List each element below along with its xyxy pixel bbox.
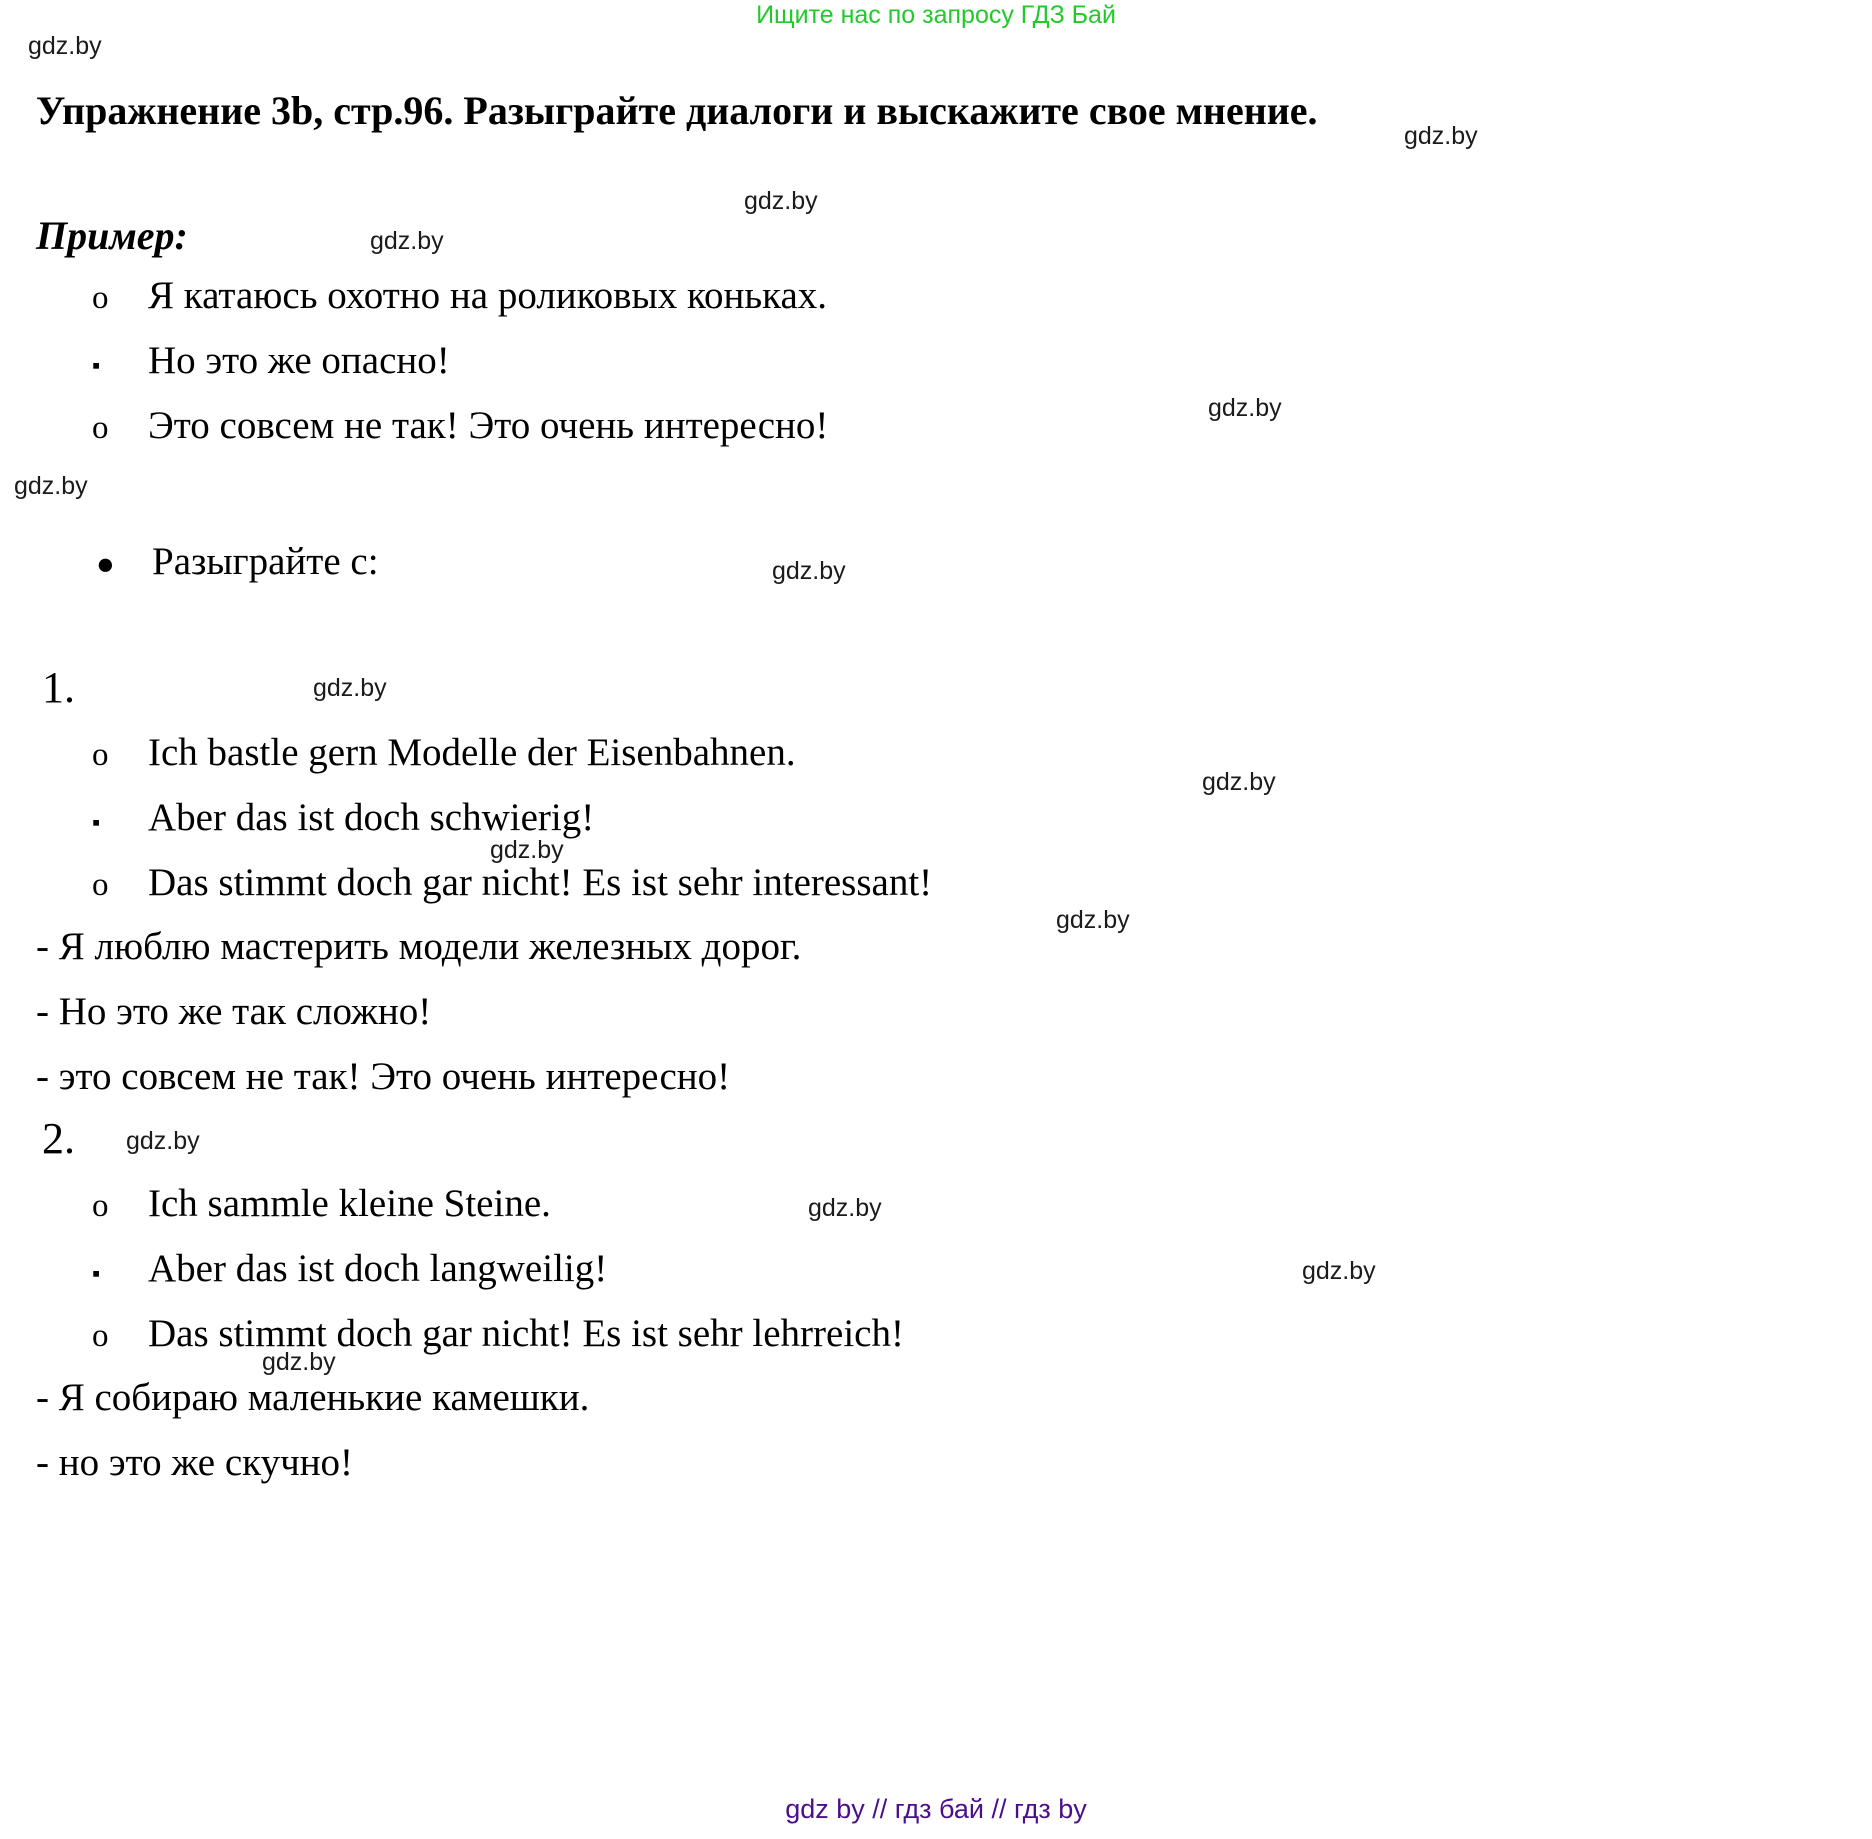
watermark: gdz.by bbox=[808, 1194, 882, 1222]
list-item bbox=[92, 402, 828, 452]
circle-marker-icon: o bbox=[92, 410, 109, 446]
watermark: gdz.by bbox=[28, 32, 102, 60]
dialogue-line: Я катаюсь охотно на роликовых коньках. bbox=[148, 274, 828, 317]
dialogue-line: Это совсем не так! Это очень интересно! bbox=[148, 404, 829, 447]
list-item bbox=[92, 859, 932, 909]
instruction-item bbox=[96, 538, 379, 588]
circle-marker-icon: o bbox=[92, 1318, 109, 1354]
promo-banner: Ищите нас по запросу ГДЗ Бай bbox=[756, 1, 1116, 29]
list-item bbox=[92, 1245, 607, 1298]
list-item bbox=[92, 729, 796, 779]
watermark: gdz.by bbox=[313, 674, 387, 702]
section-number: 2. bbox=[42, 1114, 75, 1163]
dialogue-line: Das stimmt doch gar nicht! Es ist sehr lehrreich! bbox=[148, 1312, 904, 1355]
translation-line: - Я люблю мастерить модели железных дорог. bbox=[36, 925, 802, 968]
watermark: gdz.by bbox=[1404, 122, 1478, 150]
footer-links[interactable]: gdz by // гдз бай // гдз by bbox=[785, 1794, 1087, 1824]
square-marker-icon: ▪ bbox=[92, 810, 101, 835]
dialogue-line: Aber das ist doch schwierig! bbox=[148, 796, 595, 839]
dialogue-line: Das stimmt doch gar nicht! Es ist sehr interessant! bbox=[148, 861, 933, 904]
dialogue-line: Ich sammle kleine Steine. bbox=[148, 1182, 551, 1225]
circle-marker-icon: o bbox=[92, 737, 109, 773]
watermark: gdz.by bbox=[262, 1348, 336, 1376]
example-label: Пример: bbox=[36, 213, 188, 258]
page-title: Упражнение 3b, стр.96. Разыграйте диалоги и выскажите свое мнение. bbox=[36, 88, 1318, 133]
watermark: gdz.by bbox=[1056, 906, 1130, 934]
bullet-marker-icon: ● bbox=[96, 546, 115, 581]
dialogue-line: Но это же опасно! bbox=[148, 339, 450, 382]
translation-line: - но это же скучно! bbox=[36, 1441, 354, 1484]
list-item bbox=[92, 794, 594, 847]
list-item bbox=[92, 1310, 904, 1360]
translation-line: - это совсем не так! Это очень интересно! bbox=[36, 1055, 731, 1098]
instruction-text: Разыграйте с: bbox=[152, 540, 379, 583]
circle-marker-icon: o bbox=[92, 1188, 109, 1224]
watermark: gdz.by bbox=[772, 557, 846, 585]
square-marker-icon: ▪ bbox=[92, 353, 101, 378]
watermark: gdz.by bbox=[490, 836, 564, 864]
circle-marker-icon: o bbox=[92, 867, 109, 903]
watermark: gdz.by bbox=[744, 187, 818, 215]
watermark: gdz.by bbox=[1202, 768, 1276, 796]
translation-line: - Я собираю маленькие камешки. bbox=[36, 1376, 590, 1419]
list-item bbox=[92, 1180, 551, 1230]
list-item bbox=[92, 337, 450, 390]
watermark: gdz.by bbox=[126, 1127, 200, 1155]
watermark: gdz.by bbox=[1208, 394, 1282, 422]
translation-line: - Но это же так сложно! bbox=[36, 990, 432, 1033]
watermark: gdz.by bbox=[370, 227, 444, 255]
list-item bbox=[92, 272, 827, 322]
dialogue-line: Ich bastle gern Modelle der Eisenbahnen. bbox=[148, 731, 796, 774]
dialogue-line: Aber das ist doch langweilig! bbox=[148, 1247, 608, 1290]
square-marker-icon: ▪ bbox=[92, 1261, 101, 1286]
watermark: gdz.by bbox=[1302, 1257, 1376, 1285]
section-number: 1. bbox=[42, 663, 75, 712]
watermark: gdz.by bbox=[14, 472, 88, 500]
circle-marker-icon: o bbox=[92, 280, 109, 316]
